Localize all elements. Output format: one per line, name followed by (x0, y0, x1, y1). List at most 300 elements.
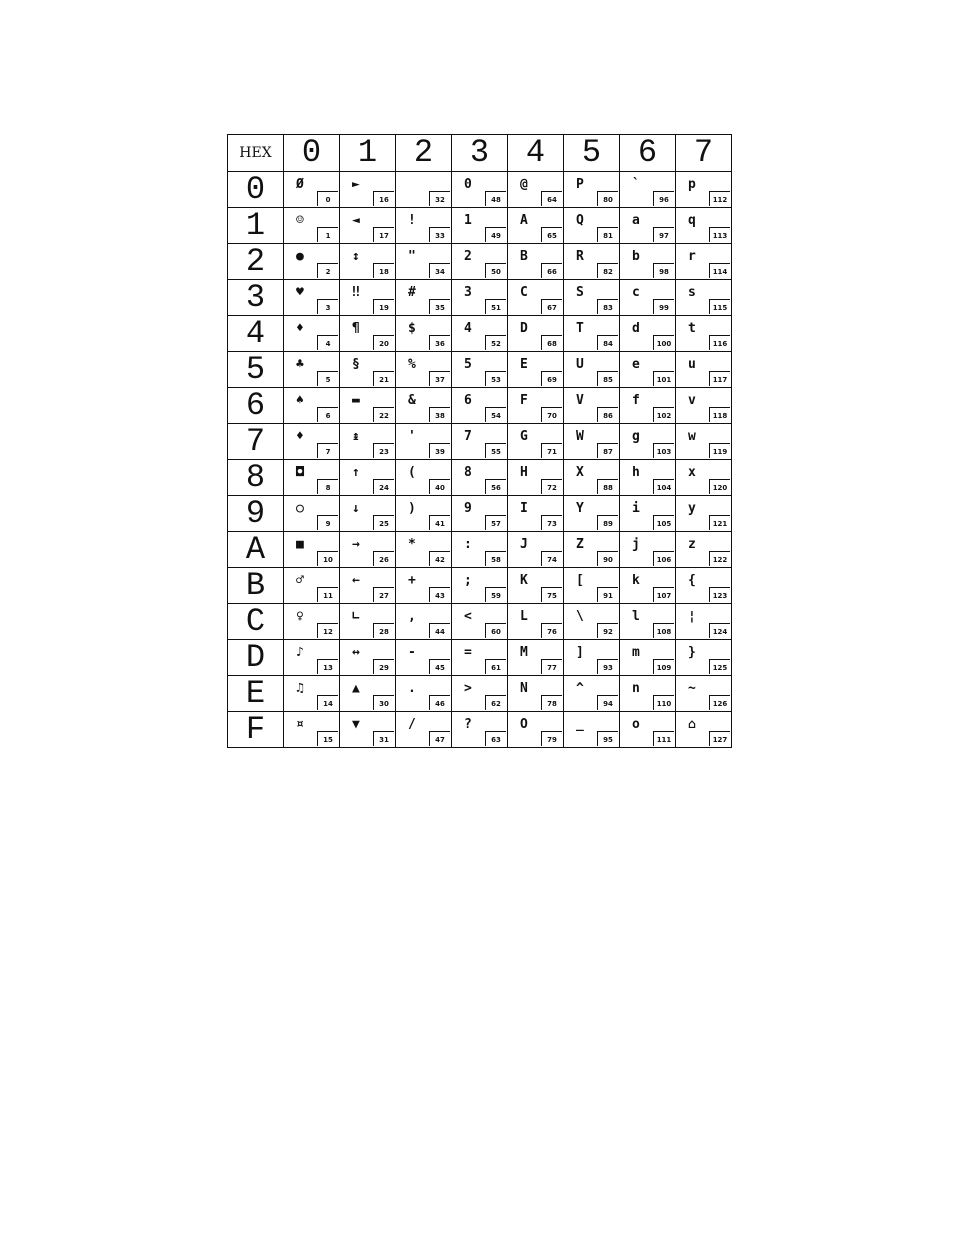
char-cell (620, 352, 676, 388)
char-glyph: ^ (576, 681, 584, 696)
decimal-code-label: 79 (541, 731, 562, 746)
row-header: E (228, 676, 284, 712)
char-cell (508, 352, 564, 388)
char-cell (396, 640, 452, 676)
char-glyph: ▼ (352, 717, 360, 732)
char-cell (396, 496, 452, 532)
char-cell (340, 388, 396, 424)
char-glyph: B (520, 249, 528, 264)
char-cell (620, 424, 676, 460)
col-header-5: 5 (564, 135, 620, 172)
col-header-1: 1 (340, 135, 396, 172)
char-cell (508, 244, 564, 280)
char-glyph: ~ (688, 681, 696, 696)
char-glyph: & (408, 393, 416, 408)
decimal-code-label: 54 (485, 407, 506, 422)
decimal-code-label: 9 (317, 515, 338, 530)
decimal-code-label: 126 (709, 695, 730, 710)
char-glyph: F (520, 393, 528, 408)
decimal-code-label: 2 (317, 263, 338, 278)
char-glyph: 0 (464, 177, 472, 192)
char-cell (340, 316, 396, 352)
decimal-code-label: 100 (653, 335, 674, 350)
decimal-code-label: 45 (429, 659, 450, 674)
char-glyph: * (408, 537, 416, 552)
row-header: F (228, 712, 284, 748)
char-cell (396, 244, 452, 280)
char-glyph: v (688, 393, 696, 408)
char-glyph: ( (408, 465, 416, 480)
char-glyph: ¦ (688, 609, 696, 624)
row-header: 8 (228, 460, 284, 496)
decimal-code-label: 41 (429, 515, 450, 530)
decimal-code-label: 92 (597, 623, 618, 638)
char-glyph: ? (464, 717, 472, 732)
decimal-code-label: 25 (373, 515, 394, 530)
char-glyph: I (520, 501, 528, 516)
decimal-code-label: 46 (429, 695, 450, 710)
decimal-code-label: 50 (485, 263, 506, 278)
char-cell (396, 676, 452, 712)
char-glyph: L (520, 609, 528, 624)
char-glyph: H (520, 465, 528, 480)
decimal-code-label: 89 (597, 515, 618, 530)
char-cell (620, 388, 676, 424)
header-row (228, 135, 732, 172)
decimal-code-label: 76 (541, 623, 562, 638)
char-glyph: § (352, 357, 360, 372)
decimal-code-label: 105 (653, 515, 674, 530)
col-header-4: 4 (508, 135, 564, 172)
decimal-code-label: 71 (541, 443, 562, 458)
char-cell (564, 424, 620, 460)
char-glyph: " (408, 249, 416, 264)
decimal-code-label: 115 (709, 299, 730, 314)
char-glyph: Y (576, 501, 584, 516)
char-glyph: x (688, 465, 696, 480)
decimal-code-label: 33 (429, 227, 450, 242)
char-glyph: b (632, 249, 640, 264)
char-cell (676, 424, 732, 460)
char-cell (620, 532, 676, 568)
char-glyph: 2 (464, 249, 472, 264)
char-cell (340, 568, 396, 604)
decimal-code-label: 27 (373, 587, 394, 602)
char-cell (396, 568, 452, 604)
decimal-code-label: 29 (373, 659, 394, 674)
decimal-code-label: 107 (653, 587, 674, 602)
decimal-code-label: 67 (541, 299, 562, 314)
char-glyph: > (464, 681, 472, 696)
table-row (228, 532, 732, 568)
char-cell (340, 532, 396, 568)
decimal-code-label: 28 (373, 623, 394, 638)
char-glyph: ♣ (296, 357, 304, 372)
char-cell (340, 172, 396, 208)
decimal-code-label: 34 (429, 263, 450, 278)
char-cell (452, 496, 508, 532)
char-glyph: d (632, 321, 640, 336)
char-cell (284, 604, 340, 640)
char-cell (452, 712, 508, 748)
char-glyph: P (576, 177, 584, 192)
decimal-code-label: 39 (429, 443, 450, 458)
decimal-code-label: 43 (429, 587, 450, 602)
char-cell (284, 460, 340, 496)
decimal-code-label: 125 (709, 659, 730, 674)
decimal-code-label: 63 (485, 731, 506, 746)
char-cell (340, 280, 396, 316)
char-glyph: $ (408, 321, 416, 336)
char-glyph: ⌂ (688, 717, 696, 732)
char-cell (284, 208, 340, 244)
decimal-code-label: 31 (373, 731, 394, 746)
char-glyph: % (408, 357, 416, 372)
char-glyph: o (632, 717, 640, 732)
char-glyph: p (688, 177, 696, 192)
col-header-6: 6 (620, 135, 676, 172)
row-header: 1 (228, 208, 284, 244)
decimal-code-label: 117 (709, 371, 730, 386)
char-cell (340, 712, 396, 748)
decimal-code-label: 83 (597, 299, 618, 314)
decimal-code-label: 36 (429, 335, 450, 350)
char-glyph: ↔ (352, 645, 360, 660)
char-cell (564, 280, 620, 316)
decimal-code-label: 127 (709, 731, 730, 746)
char-glyph: s (688, 285, 696, 300)
decimal-code-label: 109 (653, 659, 674, 674)
char-cell (284, 496, 340, 532)
char-cell (396, 172, 452, 208)
char-glyph: - (408, 645, 416, 660)
decimal-code-label: 66 (541, 263, 562, 278)
decimal-code-label: 15 (317, 731, 338, 746)
char-cell (564, 388, 620, 424)
decimal-code-label: 102 (653, 407, 674, 422)
char-glyph: . (408, 681, 416, 696)
char-cell (452, 640, 508, 676)
char-glyph: → (352, 537, 360, 552)
char-cell (396, 712, 452, 748)
decimal-code-label: 0 (317, 191, 338, 206)
char-glyph: R (576, 249, 584, 264)
char-glyph: ♫ (296, 681, 304, 696)
decimal-code-label: 98 (653, 263, 674, 278)
table-body (228, 172, 732, 748)
char-glyph: ∟ (352, 609, 360, 624)
decimal-code-label: 59 (485, 587, 506, 602)
decimal-code-label: 32 (429, 191, 450, 206)
decimal-code-label: 123 (709, 587, 730, 602)
char-glyph: ♥ (296, 285, 304, 300)
decimal-code-label: 124 (709, 623, 730, 638)
char-cell (452, 388, 508, 424)
decimal-code-label: 93 (597, 659, 618, 674)
decimal-code-label: 110 (653, 695, 674, 710)
char-cell (564, 604, 620, 640)
char-glyph: h (632, 465, 640, 480)
char-glyph: G (520, 429, 528, 444)
char-cell (676, 604, 732, 640)
char-cell (340, 424, 396, 460)
char-cell (564, 352, 620, 388)
decimal-code-label: 18 (373, 263, 394, 278)
char-glyph: t (688, 321, 696, 336)
char-cell (676, 532, 732, 568)
char-cell (620, 604, 676, 640)
char-glyph: a (632, 213, 640, 228)
char-cell (564, 640, 620, 676)
char-glyph: E (520, 357, 528, 372)
char-glyph: i (632, 501, 640, 516)
decimal-code-label: 108 (653, 623, 674, 638)
char-cell (676, 172, 732, 208)
char-glyph: Z (576, 537, 584, 552)
decimal-code-label: 85 (597, 371, 618, 386)
decimal-code-label: 24 (373, 479, 394, 494)
decimal-code-label: 90 (597, 551, 618, 566)
decimal-code-label: 57 (485, 515, 506, 530)
char-cell (676, 316, 732, 352)
char-glyph: \ (576, 609, 584, 624)
table-row (228, 208, 732, 244)
char-cell (452, 604, 508, 640)
char-cell (284, 640, 340, 676)
char-glyph: ` (632, 177, 640, 192)
row-header: D (228, 640, 284, 676)
decimal-code-label: 22 (373, 407, 394, 422)
char-glyph: k (632, 573, 640, 588)
row-header: 7 (228, 424, 284, 460)
table-row (228, 604, 732, 640)
char-cell (676, 388, 732, 424)
char-glyph: ♀ (296, 609, 304, 624)
char-glyph: 4 (464, 321, 472, 336)
decimal-code-label: 4 (317, 335, 338, 350)
char-cell (340, 460, 396, 496)
char-cell (620, 640, 676, 676)
row-header: 0 (228, 172, 284, 208)
decimal-code-label: 84 (597, 335, 618, 350)
decimal-code-label: 78 (541, 695, 562, 710)
char-glyph: ○ (296, 501, 304, 516)
char-cell (676, 568, 732, 604)
char-cell (620, 460, 676, 496)
char-glyph: Q (576, 213, 584, 228)
decimal-code-label: 65 (541, 227, 562, 242)
char-cell (564, 172, 620, 208)
char-glyph: ◄ (352, 213, 360, 228)
decimal-code-label: 53 (485, 371, 506, 386)
decimal-code-label: 8 (317, 479, 338, 494)
char-glyph: { (688, 573, 696, 588)
char-cell (564, 244, 620, 280)
char-cell (508, 532, 564, 568)
char-glyph: O (520, 717, 528, 732)
decimal-code-label: 113 (709, 227, 730, 242)
char-cell (564, 496, 620, 532)
char-cell (508, 424, 564, 460)
char-cell (564, 208, 620, 244)
decimal-code-label: 62 (485, 695, 506, 710)
decimal-code-label: 72 (541, 479, 562, 494)
char-glyph: W (576, 429, 584, 444)
table-row (228, 676, 732, 712)
char-cell (620, 712, 676, 748)
char-glyph: ♦ (296, 321, 304, 336)
char-cell (676, 496, 732, 532)
char-cell (508, 496, 564, 532)
decimal-code-label: 82 (597, 263, 618, 278)
char-cell (508, 568, 564, 604)
char-glyph: + (408, 573, 416, 588)
char-cell (396, 604, 452, 640)
char-glyph: f (632, 393, 640, 408)
char-cell (564, 532, 620, 568)
char-cell (676, 712, 732, 748)
char-cell (284, 532, 340, 568)
char-glyph: < (464, 609, 472, 624)
char-cell (284, 712, 340, 748)
decimal-code-label: 64 (541, 191, 562, 206)
decimal-code-label: 69 (541, 371, 562, 386)
char-glyph: = (464, 645, 472, 660)
table-row (228, 316, 732, 352)
char-glyph: ! (408, 213, 416, 228)
char-glyph: : (464, 537, 472, 552)
char-glyph: w (688, 429, 696, 444)
decimal-code-label: 12 (317, 623, 338, 638)
char-cell (620, 280, 676, 316)
decimal-code-label: 23 (373, 443, 394, 458)
table-row (228, 424, 732, 460)
decimal-code-label: 97 (653, 227, 674, 242)
decimal-code-label: 30 (373, 695, 394, 710)
decimal-code-label: 11 (317, 587, 338, 602)
char-cell (396, 388, 452, 424)
char-cell (452, 208, 508, 244)
char-cell (340, 244, 396, 280)
char-glyph: c (632, 285, 640, 300)
row-header: 3 (228, 280, 284, 316)
char-glyph: ¤ (296, 717, 304, 732)
char-glyph: ↕ (352, 249, 360, 264)
decimal-code-label: 111 (653, 731, 674, 746)
row-header: 6 (228, 388, 284, 424)
decimal-code-label: 3 (317, 299, 338, 314)
row-header: B (228, 568, 284, 604)
char-glyph: J (520, 537, 528, 552)
char-cell (396, 532, 452, 568)
char-cell (396, 280, 452, 316)
char-cell (284, 388, 340, 424)
decimal-code-label: 51 (485, 299, 506, 314)
char-cell (452, 568, 508, 604)
char-glyph: ▬ (352, 393, 360, 408)
decimal-code-label: 122 (709, 551, 730, 566)
char-cell (284, 568, 340, 604)
char-glyph: [ (576, 573, 584, 588)
char-cell (620, 208, 676, 244)
char-glyph: N (520, 681, 528, 696)
char-glyph: ← (352, 573, 360, 588)
decimal-code-label: 20 (373, 335, 394, 350)
char-glyph: C (520, 285, 528, 300)
char-cell (508, 604, 564, 640)
decimal-code-label: 75 (541, 587, 562, 602)
table-row (228, 388, 732, 424)
char-cell (452, 532, 508, 568)
decimal-code-label: 94 (597, 695, 618, 710)
char-cell (620, 244, 676, 280)
char-glyph: z (688, 537, 696, 552)
decimal-code-label: 52 (485, 335, 506, 350)
decimal-code-label: 104 (653, 479, 674, 494)
char-cell (676, 640, 732, 676)
char-glyph: ☺ (296, 213, 304, 228)
decimal-code-label: 38 (429, 407, 450, 422)
char-glyph: n (632, 681, 640, 696)
decimal-code-label: 116 (709, 335, 730, 350)
char-glyph: l (632, 609, 640, 624)
char-glyph: j (632, 537, 640, 552)
col-header-0: 0 (284, 135, 340, 172)
char-glyph: ◘ (296, 465, 304, 480)
char-cell (284, 352, 340, 388)
decimal-code-label: 44 (429, 623, 450, 638)
char-glyph: ' (408, 429, 416, 444)
char-glyph: / (408, 717, 416, 732)
decimal-code-label: 49 (485, 227, 506, 242)
char-cell (452, 352, 508, 388)
decimal-code-label: 96 (653, 191, 674, 206)
char-glyph: ↓ (352, 501, 360, 516)
table-row (228, 460, 732, 496)
row-header: 9 (228, 496, 284, 532)
char-cell (396, 316, 452, 352)
char-cell (508, 640, 564, 676)
row-header: A (228, 532, 284, 568)
char-glyph: ) (408, 501, 416, 516)
decimal-code-label: 48 (485, 191, 506, 206)
decimal-code-label: 70 (541, 407, 562, 422)
char-glyph: ♠ (296, 393, 304, 408)
char-glyph: _ (576, 717, 584, 732)
decimal-code-label: 91 (597, 587, 618, 602)
decimal-code-label: 1 (317, 227, 338, 242)
decimal-code-label: 19 (373, 299, 394, 314)
char-cell (340, 640, 396, 676)
char-glyph: q (688, 213, 696, 228)
table-row (228, 640, 732, 676)
decimal-code-label: 80 (597, 191, 618, 206)
character-code-table (227, 134, 732, 748)
decimal-code-label: 121 (709, 515, 730, 530)
char-glyph: e (632, 357, 640, 372)
char-glyph: ↨ (352, 429, 360, 444)
decimal-code-label: 87 (597, 443, 618, 458)
char-glyph: } (688, 645, 696, 660)
col-header-3: 3 (452, 135, 508, 172)
char-cell (396, 208, 452, 244)
char-glyph: ] (576, 645, 584, 660)
char-glyph: ♂ (296, 573, 304, 588)
decimal-code-label: 99 (653, 299, 674, 314)
char-cell (452, 460, 508, 496)
char-cell (340, 496, 396, 532)
char-glyph: r (688, 249, 696, 264)
